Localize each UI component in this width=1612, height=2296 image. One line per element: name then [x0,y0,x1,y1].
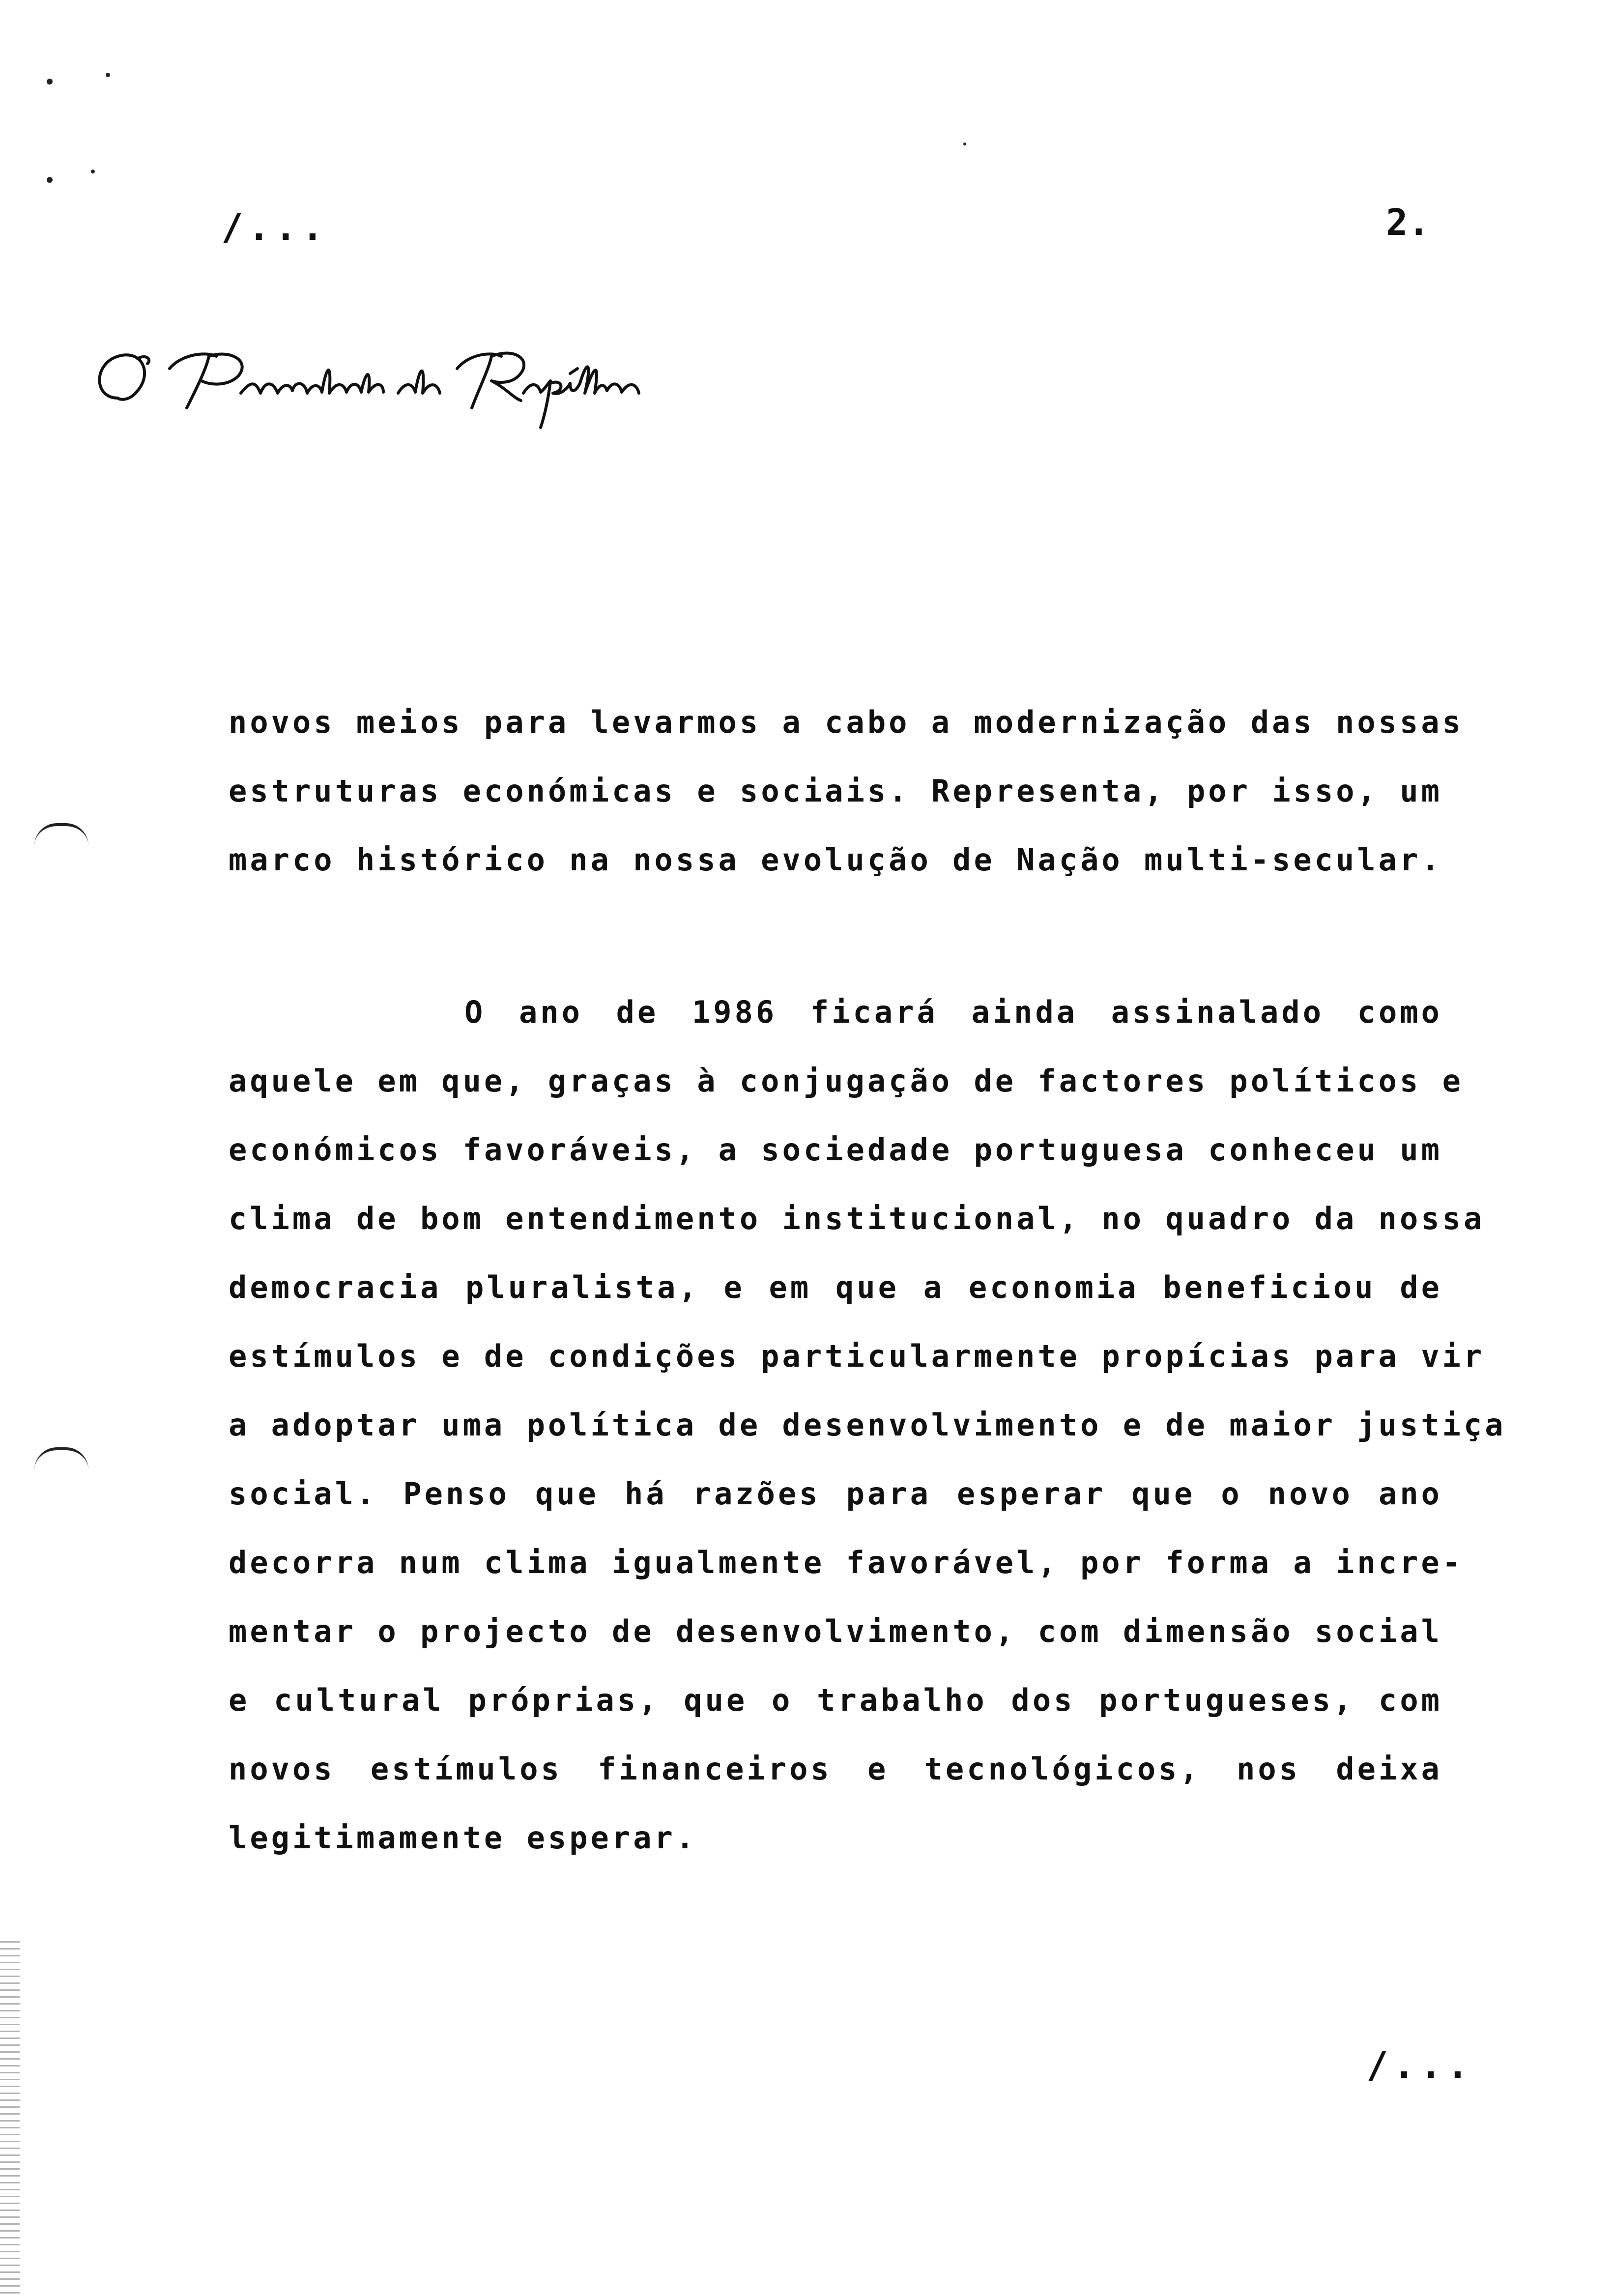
scan-speck [91,170,95,173]
text-line: novos meios para levarmos a cabo a modernização das nossas [229,704,1464,740]
paragraph-2 [229,978,1506,1872]
scan-speck [47,79,53,85]
text-line: social. Penso que há razões para esperar que o novo ano [229,1476,1442,1512]
scan-speck [963,143,966,145]
page-number: 2. [1386,201,1430,244]
text-line: mentar o projecto de desenvolvimento, com dimensão social [229,1613,1442,1649]
paragraph-spacer [229,894,1442,978]
text-line: aquele em que, graças à conjugação de factores políticos e [229,1063,1464,1099]
text-line: estruturas económicas e sociais. Representa, por isso, um [229,773,1442,809]
body-text [229,688,1506,1872]
text-line: novos estímulos financeiros e tecnológicos, nos deixa [229,1751,1442,1787]
text-line: clima de bom entendimento institucional, no quadro da nossa [229,1201,1485,1236]
text-line: marco histórico na nossa evolução de Nação multi-secular. [229,842,1442,878]
paragraph-1 [229,688,1464,894]
margin-mark [34,823,88,846]
text-line: a adoptar uma política de desenvolvimento e de maior justiça [229,1407,1506,1443]
letterhead-signature-script [84,334,673,432]
text-line: económicos favoráveis, a sociedade portuguesa conheceu um [229,1132,1442,1168]
text-line: O ano de 1986 ficará ainda assinalado como [464,994,1442,1030]
text-line: decorra num clima igualmente favorável, por forma a incre- [229,1545,1464,1580]
text-line: democracia pluralista, e em que a economia beneficiou de [229,1269,1442,1305]
scan-edge-noise [0,1941,20,2295]
text-line: estímulos e de condições particularmente propícias para vir [229,1338,1485,1374]
scan-speck [106,73,110,77]
scan-speck [47,177,53,183]
text-line: legitimamente esperar. [229,1820,697,1856]
continuation-mark-top: /... [221,206,329,249]
text-line: e cultural próprias, que o trabalho dos portugueses, com [229,1682,1442,1718]
margin-mark [34,1447,88,1470]
continuation-mark-bottom: /... [1366,2044,1474,2087]
